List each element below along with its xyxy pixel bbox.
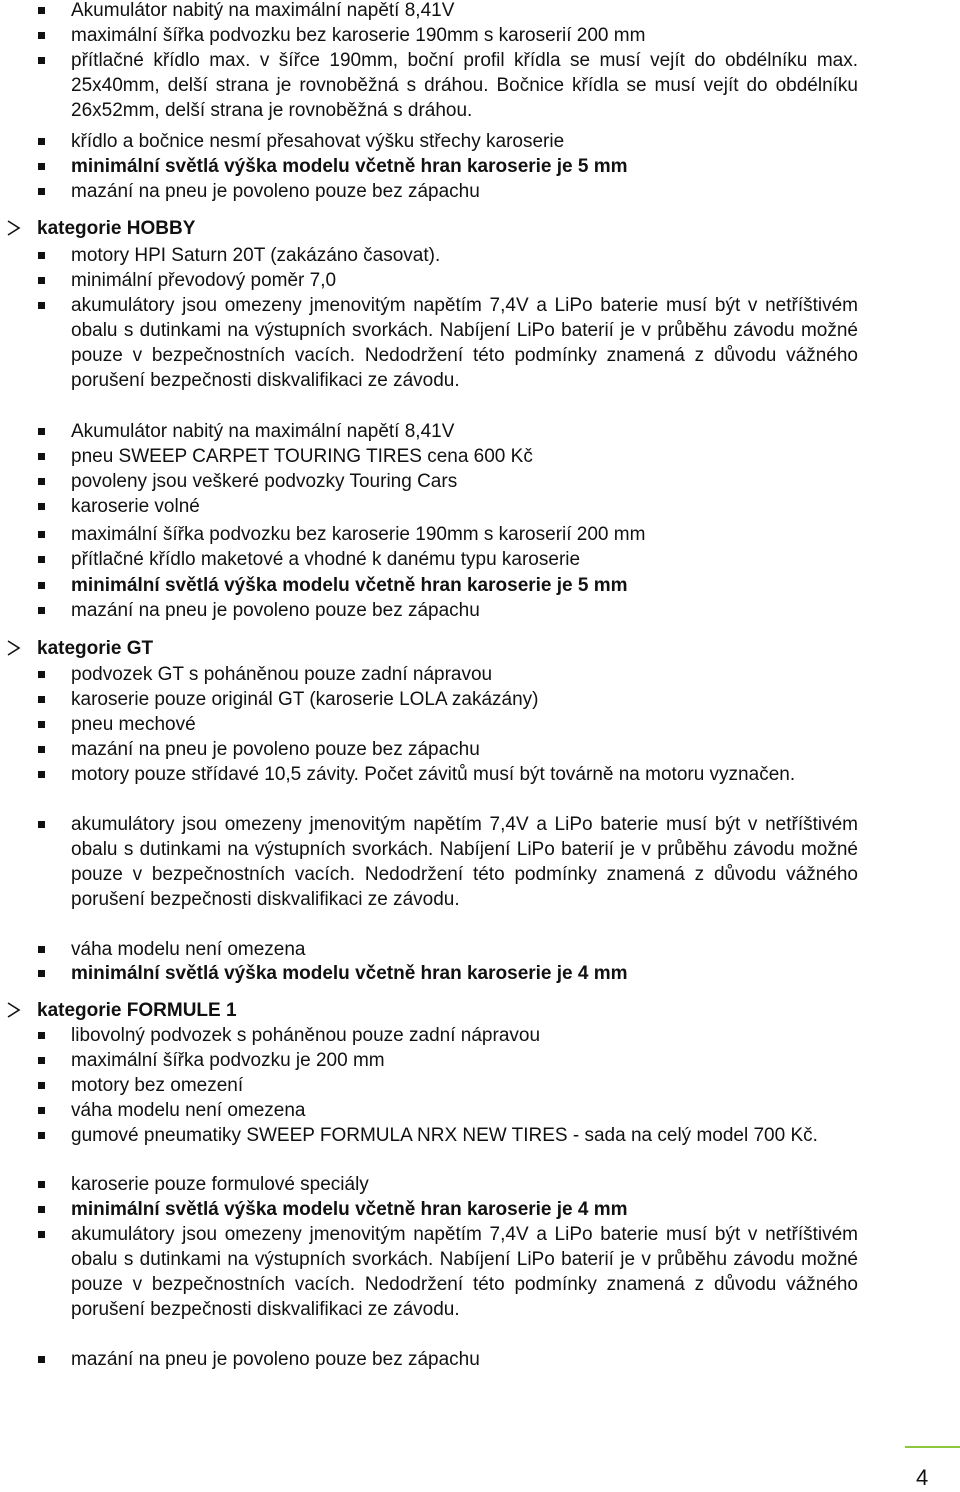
bullet-text: váha modelu není omezena <box>71 939 306 960</box>
category-heading <box>5 998 237 1023</box>
bullet-text: přítlačné křídlo maketové a vhodné k danému typu karoserie <box>71 549 581 570</box>
square-bullet-icon <box>38 1356 45 1363</box>
bullet-text: pneu mechové <box>71 714 196 735</box>
category-title: kategorie HOBBY <box>37 218 196 239</box>
bullet-text: motory pouze střídavé 10,5 závity. Počet závitů musí být továrně na motoru vyznačen. <box>71 764 796 785</box>
bullet-text: přítlačné křídlo max. v šířce 190mm, boční profil křídla se musí vejít do obdélníku max. 25x40mm, delší strana je rovnoběžná s dráhou. Bočnice křídla se musí vejít do obdélníku 26x52mm, delší strana je rovnoběžná s dráhou. <box>71 50 858 121</box>
bullet-text: libovolný podvozek s poháněnou pouze zadní nápravou <box>71 1025 541 1046</box>
bullet-item <box>38 469 858 494</box>
bullet-item <box>38 129 858 154</box>
bullet-text: povoleny jsou veškeré podvozky Touring Cars <box>71 471 458 492</box>
square-bullet-icon <box>38 453 45 460</box>
bullet-item <box>38 712 858 737</box>
bullet-item <box>38 154 858 179</box>
square-bullet-icon <box>38 138 45 145</box>
square-bullet-icon <box>38 721 45 728</box>
square-bullet-icon <box>38 1132 45 1139</box>
square-bullet-icon <box>38 277 45 284</box>
square-bullet-icon <box>38 252 45 259</box>
bullet-item <box>38 243 858 268</box>
bullet-item <box>38 1123 858 1148</box>
bullet-text: maximální šířka podvozku je 200 mm <box>71 1050 385 1071</box>
category-title: kategorie GT <box>37 638 154 659</box>
arrow-bullet-icon <box>5 1000 23 1020</box>
bullet-text: motory bez omezení <box>71 1075 244 1096</box>
square-bullet-icon <box>38 582 45 589</box>
square-bullet-icon <box>38 163 45 170</box>
bullet-item <box>38 812 858 912</box>
bullet-text: Akumulátor nabitý na maximální napětí 8,41V <box>71 0 455 21</box>
bullet-text: mazání na pneu je povoleno pouze bez zápachu <box>71 739 480 760</box>
bullet-item <box>38 522 858 547</box>
square-bullet-icon <box>38 503 45 510</box>
square-bullet-icon <box>38 1082 45 1089</box>
bullet-item <box>38 737 858 762</box>
bullet-text: akumulátory jsou omezeny jmenovitým napětím 7,4V a LiPo baterie musí být v netříštivém obalu s dutinkami na výstupních svorkách. Nabíjení LiPo baterií je v průběhu závodu možné pouze v bezpečnostních vacích. Nedodržení této podmínky znamená z důvodu vážného porušení bezpečnosti diskvalifikaci ze závodu. <box>71 295 858 391</box>
bullet-item <box>38 419 858 444</box>
category-heading <box>5 636 153 661</box>
bullet-text: gumové pneumatiky SWEEP FORMULA NRX NEW TIRES - sada na celý model 700 Kč. <box>71 1125 818 1146</box>
bullet-text: minimální světlá výška modelu včetně hran karoserie je 5 mm <box>71 156 628 177</box>
bullet-item <box>38 293 858 393</box>
square-bullet-icon <box>38 7 45 14</box>
bullet-text: Akumulátor nabitý na maximální napětí 8,41V <box>71 421 455 442</box>
bullet-item <box>38 0 858 23</box>
bullet-item <box>38 444 858 469</box>
square-bullet-icon <box>38 1032 45 1039</box>
square-bullet-icon <box>38 821 45 828</box>
square-bullet-icon <box>38 188 45 195</box>
bullet-item <box>38 573 858 598</box>
bullet-text: minimální převodový poměr 7,0 <box>71 270 337 291</box>
bullet-text: maximální šířka podvozku bez karoserie 190mm s karoserií 200 mm <box>71 25 646 46</box>
square-bullet-icon <box>38 607 45 614</box>
bullet-text: minimální světlá výška modelu včetně hran karoserie je 5 mm <box>71 575 628 596</box>
bullet-item <box>38 1222 858 1322</box>
category-title: kategorie FORMULE 1 <box>37 1000 237 1021</box>
square-bullet-icon <box>38 478 45 485</box>
square-bullet-icon <box>38 32 45 39</box>
square-bullet-icon <box>38 746 45 753</box>
bullet-item <box>38 1048 858 1073</box>
bullet-item <box>38 662 858 687</box>
square-bullet-icon <box>38 556 45 563</box>
bullet-item <box>38 687 858 712</box>
bullet-item <box>38 762 858 787</box>
arrow-bullet-icon <box>5 638 23 658</box>
bullet-item <box>38 1073 858 1098</box>
square-bullet-icon <box>38 1057 45 1064</box>
square-bullet-icon <box>38 531 45 538</box>
bullet-item <box>38 1172 858 1197</box>
bullet-item <box>38 179 858 204</box>
bullet-text: mazání na pneu je povoleno pouze bez zápachu <box>71 1349 480 1370</box>
square-bullet-icon <box>38 428 45 435</box>
bullet-item <box>38 268 858 293</box>
bullet-text: minimální světlá výška modelu včetně hran karoserie je 4 mm <box>71 1199 628 1220</box>
bullet-item <box>38 1197 858 1222</box>
bullet-text: karoserie pouze originál GT (karoserie LOLA zakázány) <box>71 689 539 710</box>
bullet-text: akumulátory jsou omezeny jmenovitým napětím 7,4V a LiPo baterie musí být v netříštivém obalu s dutinkami na výstupních svorkách. Nabíjení LiPo baterií je v průběhu závodu možné pouze v bezpečnostních vacích. Nedodržení této podmínky znamená z důvodu vážného porušení bezpečnosti diskvalifikaci ze závodu. <box>71 1224 858 1320</box>
bullet-text: váha modelu není omezena <box>71 1100 306 1121</box>
bullet-item <box>38 598 858 623</box>
square-bullet-icon <box>38 1231 45 1238</box>
bullet-text: akumulátory jsou omezeny jmenovitým napětím 7,4V a LiPo baterie musí být v netříštivém obalu s dutinkami na výstupních svorkách. Nabíjení LiPo baterií je v průběhu závodu možné pouze v bezpečnostních vacích. Nedodržení této podmínky znamená z důvodu vážného porušení bezpečnosti diskvalifikaci ze závodu. <box>71 814 858 910</box>
bullet-text: mazání na pneu je povoleno pouze bez zápachu <box>71 181 480 202</box>
square-bullet-icon <box>38 57 45 64</box>
bullet-text: karoserie pouze formulové speciály <box>71 1174 369 1195</box>
bullet-text: karoserie volné <box>71 496 200 517</box>
bullet-text: křídlo a bočnice nesmí přesahovat výšku střechy karoserie <box>71 131 565 152</box>
arrow-bullet-icon <box>5 218 23 238</box>
square-bullet-icon <box>38 1107 45 1114</box>
bullet-text: podvozek GT s poháněnou pouze zadní nápravou <box>71 664 493 685</box>
bullet-item <box>38 1347 858 1372</box>
footer-rule <box>905 1446 960 1448</box>
bullet-item <box>38 547 858 572</box>
square-bullet-icon <box>38 696 45 703</box>
bullet-item <box>38 48 858 123</box>
bullet-text: motory HPI Saturn 20T (zakázáno časovat). <box>71 245 441 266</box>
bullet-item <box>38 937 858 962</box>
square-bullet-icon <box>38 946 45 953</box>
category-heading <box>5 216 195 241</box>
bullet-text: maximální šířka podvozku bez karoserie 190mm s karoserií 200 mm <box>71 524 646 545</box>
page-number: 4 <box>916 1465 929 1490</box>
square-bullet-icon <box>38 970 45 977</box>
square-bullet-icon <box>38 771 45 778</box>
bullet-text: pneu SWEEP CARPET TOURING TIRES cena 600 Kč <box>71 446 533 467</box>
square-bullet-icon <box>38 1206 45 1213</box>
bullet-item <box>38 23 858 48</box>
square-bullet-icon <box>38 302 45 309</box>
square-bullet-icon <box>38 1181 45 1188</box>
bullet-item <box>38 494 858 519</box>
bullet-item <box>38 1098 858 1123</box>
bullet-text: mazání na pneu je povoleno pouze bez zápachu <box>71 600 480 621</box>
bullet-item <box>38 1023 858 1048</box>
bullet-text: minimální světlá výška modelu včetně hran karoserie je 4 mm <box>71 963 628 984</box>
square-bullet-icon <box>38 671 45 678</box>
bullet-item <box>38 961 858 986</box>
